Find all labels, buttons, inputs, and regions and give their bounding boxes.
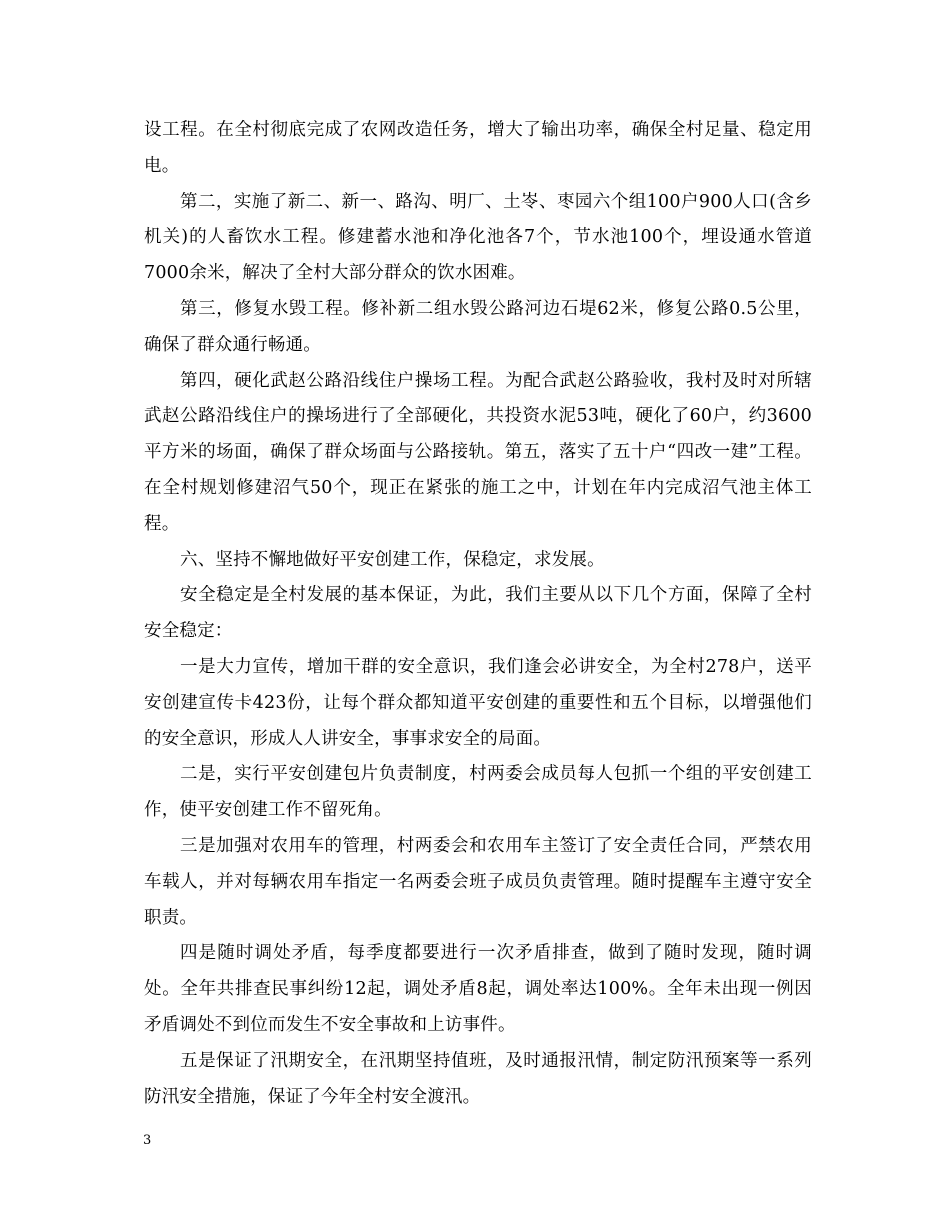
paragraph-safety-publicity: 一是大力宣传，增加干群的安全意识，我们逢会必讲安全，为全村278户，送平安创建宣传卡423份，让每个群众都知道平安创建的重要性和五个目标，以增强他们的安全意识，形成人人讲安全，事事求安全的局面。 (144, 656, 812, 749)
section-heading-safety: 六、坚持不懈地做好平安创建工作，保稳定，求发展。 (180, 549, 605, 570)
paragraph-safety-responsibility: 二是，实行平安创建包片负责制度，村两委会成员每人包抓一个组的平安创建工作，使平安创建工作不留死角。 (144, 764, 812, 821)
paragraph-flood-safety: 五是保证了汛期安全，在汛期坚持值班，及时通报汛情，制定防汛预案等一系列防汛安全措施，保证了今年全村安全渡汛。 (144, 1050, 812, 1107)
paragraph-dispute-mediation: 四是随时调处矛盾，每季度都要进行一次矛盾排查，做到了随时发现，随时调处。全年共排查民事纠纷12起，调处矛盾8起，调处率达100%。全年未出现一例因矛盾调处不到位而发生不安全事故和上访事件。 (144, 943, 812, 1035)
paragraph-safety-intro: 安全稳定是全村发展的基本保证，为此，我们主要从以下几个方面，保障了全村安全稳定： (144, 585, 812, 642)
paragraph-drinking-water: 第二，实施了新二、新一、路沟、明厂、土岺、枣园六个组100户900人口(含乡机关)的人畜饮水工程。修建蓄水池和净化池各7个，节水池100个，埋设通水管道7000余米，解决了全村大部分群众的饮水困难。 (144, 191, 812, 284)
paragraph-road-hardening: 第四，硬化武赵公路沿线住户操场工程。为配合武赵公路验收，我村及时对所辖武赵公路沿线住户的操场进行了全部硬化，共投资水泥53吨，硬化了60户，约3600平方米的场面，确保了群众场面与公路接轨。第五，落实了五十户“四改一建”工程。在全村规划修建沼气50个，现正在紧张的施工之中，计划在年内完成沼气池主体工程。 (144, 370, 812, 534)
document-body (144, 113, 812, 1115)
paragraph-continued-power-grid: 设工程。在全村彻底完成了农网改造任务，增大了输出功率，确保全村足量、稳定用电。 (144, 120, 812, 176)
page-number: 3 (143, 1133, 152, 1148)
paragraph-flood-repair: 第三，修复水毁工程。修补新二组水毁公路河边石堤62米，修复公路0.5公里，确保了群众通行畅通。 (144, 298, 812, 355)
paragraph-vehicle-management: 三是加强对农用车的管理，村两委会和农用车主签订了安全责任合同，严禁农用车载人，并对每辆农用车指定一名两委会班子成员负责管理。随时提醒车主遵守安全职责。 (144, 835, 812, 928)
